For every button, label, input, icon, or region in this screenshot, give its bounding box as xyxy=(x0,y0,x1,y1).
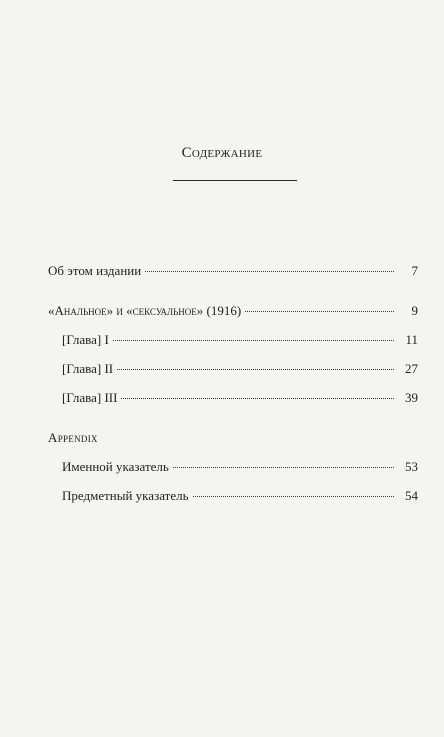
toc-entry-about-edition[interactable] xyxy=(48,263,418,281)
toc-entry-label: Об этом издании xyxy=(48,263,142,278)
toc-page-number: 53 xyxy=(405,459,418,474)
toc-entry-label: [Глава] II xyxy=(62,361,114,376)
toc-leader-dots xyxy=(113,340,394,341)
toc-entry-chapter-2[interactable] xyxy=(62,361,418,379)
toc-leader-dots xyxy=(245,311,394,312)
toc-entry-anal-and-sexual[interactable] xyxy=(48,303,418,321)
contents-title: Содержание xyxy=(181,145,263,161)
toc-page-number: 9 xyxy=(411,303,418,318)
toc-page-number: 7 xyxy=(411,263,418,278)
toc-entry-label: Предметный указатель xyxy=(62,488,189,503)
toc-page-number: 27 xyxy=(405,361,418,376)
title-divider xyxy=(173,180,297,181)
toc-page-number: 11 xyxy=(405,332,418,347)
toc-entry-label: [Глава] III xyxy=(62,390,118,405)
appendix-heading: Appendix xyxy=(48,430,98,445)
toc-leader-dots xyxy=(145,271,394,272)
toc-entry-chapter-3[interactable] xyxy=(62,390,418,408)
toc-leader-dots xyxy=(117,369,394,370)
toc-entry-label: [Глава] I xyxy=(62,332,109,347)
toc-entry-name-index[interactable] xyxy=(62,459,418,477)
toc-entry-label: «Анальное» и «сексуальное» (1916) xyxy=(48,303,242,318)
toc-leader-dots xyxy=(173,467,394,468)
toc-page-number: 39 xyxy=(405,390,418,405)
toc-leader-dots xyxy=(193,496,394,497)
toc-entry-chapter-1[interactable] xyxy=(62,332,418,350)
toc-entry-label: Именной указатель xyxy=(62,459,169,474)
toc-entry-subject-index[interactable] xyxy=(62,488,418,506)
toc-leader-dots xyxy=(121,398,394,399)
toc-page-number: 54 xyxy=(405,488,418,503)
